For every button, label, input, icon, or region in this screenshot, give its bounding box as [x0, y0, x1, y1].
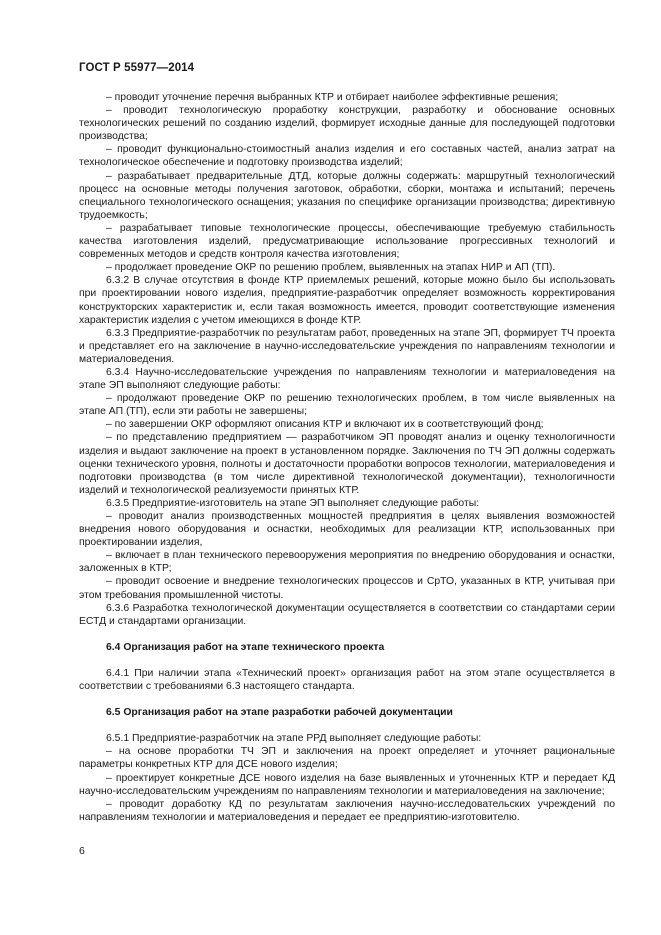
paragraph: – разрабатывает предварительные ДТД, которые должны содержать: маршрутный технологический процесс на основные методы получения заготовок, обработки, сборки, монтажа и испытаний; перечень специального технологического оснащения; указания по специфике организации производства; директивную трудоемкость;: [79, 170, 615, 221]
paragraph: – проводит анализ производственных мощностей предприятия в целях выявления возможностей внедрения нового оборудования и оснастки, необходимых для реализации КТР, использованных при проектировании изделия,: [79, 511, 615, 549]
paragraph: – проектирует конкретные ДСЕ нового изделия на базе выявленных и уточненных КТР и передает КД научно-исследовательским учреждениям по направлениям технологии и материаловедения на заключение;: [79, 772, 615, 797]
spacer: [79, 719, 615, 732]
spacer: [79, 628, 615, 641]
paragraph: – продолжает проведение ОКР по решению проблем, выявленных на этапах НИР и АП (ТП).: [106, 262, 556, 274]
paragraph: – разрабатывает типовые технологические процессы, обеспечивающие требуемую стабильность качества изготовления изделий, предусматривающие использование прогрессивных технологий и современных методов и средств контроля качества изготовления;: [79, 222, 615, 261]
paragraph: 6.4.1 При наличии этапа «Технический проект» организация работ на этом этапе осуществляется в соответствии с требованиями 6.3 настоящего стандарта.: [79, 667, 615, 693]
paragraph: – проводит технологическую проработку конструкции, разработку и обоснование основных технологических решений по созданию изделий, формирует исходные данные для последующей подготовки производства;: [79, 105, 615, 143]
paragraph: – включает в план технического перевооружения мероприятия по внедрению оборудования и оснастки, заложенных в КТР;: [79, 550, 615, 575]
document-header-id: ГОСТ Р 55977—2014: [79, 62, 195, 74]
paragraph: 6.3.3 Предприятие-разработчик по результатам работ, проведенных на этапе ЭП, формирует ТЧ проекта и представляет его на заключение в научно-исследовательские учреждения по направлениям технологии и материаловедения.: [79, 327, 615, 365]
paragraph: – на основе проработки ТЧ ЭП и заключения на проект определяет и уточняет рациональные параметры конкретных КТР для ДСЕ нового изделия;: [79, 746, 615, 771]
spacer: [79, 693, 615, 706]
paragraph: 6.3.5 Предприятие-изготовитель на этапе ЭП выполняет следующие работы:: [106, 497, 480, 509]
document-body: [79, 91, 615, 824]
paragraph: – по представлению предприятием — разработчиком ЭП проводят анализ и оценку технологичности изделия и выдают заключение на проект в установленном порядке. Заключения по ТЧ ЭП должны содержать оценки технического уровня, полноты и достаточности проработки вопросов технологии, материаловедения и подготовки производства (в том числе директивной технологической документации), технологичности изделий и технологической реализуемости принятых КТР.: [79, 432, 615, 496]
paragraph: 6.3.4 Научно-исследовательские учреждения по направлениям технологии и материаловедения на этапе ЭП выполняют следующие работы:: [79, 366, 615, 392]
paragraph: 6.5.1 Предприятие-разработчик на этапе РРД выполняет следующие работы:: [106, 733, 482, 745]
paragraph: – по завершении ОКР оформляют описания КТР и включают их в соответствующий фонд;: [106, 419, 544, 431]
paragraph: 6.3.2 В случае отсутствия в фонде КТР приемлемых решений, которые можно было бы использовать при проектировании нового изделия, предприятие-разработчик определяет возможность корректирования конструкторских характеристик и, если такая возможность имеется, проводит соответствующие изменения характеристик изделия с учетом имеющихся в фонде КТР.: [79, 275, 615, 326]
paragraph: – проводит доработку КД по результатам заключения научно-исследовательских учреждений по направлениям технологии и материаловедения и передает ее предприятию-изготовителю.: [79, 798, 615, 823]
paragraph: – проводит функционально-стоимостный анализ изделия и его составных частей, анализ затрат на технологическое обеспечение и подготовку производства изделий;: [79, 144, 615, 169]
section-heading: 6.4 Организация работ на этапе технического проекта: [106, 641, 385, 653]
paragraph: – продолжают проведение ОКР по решению технологических проблем, в том числе выявленных на этапе АП (ТП), если эти работы не завершены;: [79, 393, 615, 418]
page-number: 6: [79, 845, 85, 857]
section-heading: 6.5 Организация работ на этапе разработки рабочей документации: [106, 707, 453, 719]
paragraph: – проводит освоение и внедрение технологических процессов и СрТО, указанных в КТР, учитывая при этом требования промышленной чистоты.: [79, 576, 615, 601]
paragraph: 6.3.6 Разработка технологической документации осуществляется в соответствии со стандартами серии ЕСТД и стандартами организации.: [79, 602, 615, 627]
paragraph: – проводит уточнение перечня выбранных КТР и отбирает наиболее эффективные решения;: [106, 92, 559, 103]
spacer: [79, 654, 615, 667]
